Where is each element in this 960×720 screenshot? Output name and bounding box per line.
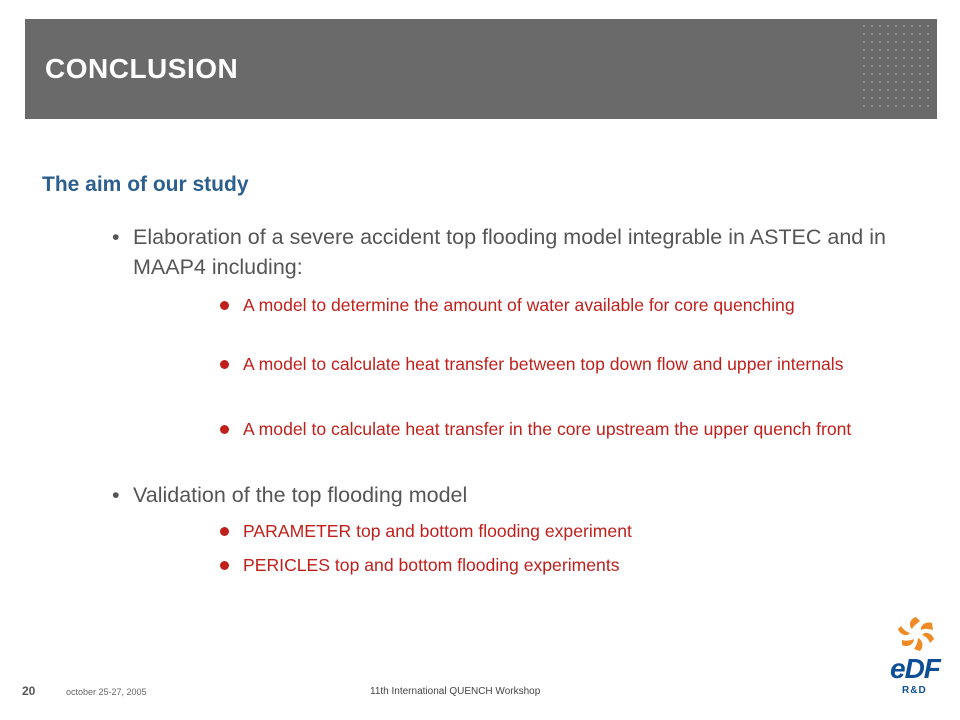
bullet-text: Validation of the top flooding model (133, 483, 468, 507)
sub-bullet-item (218, 351, 940, 377)
sub-bullet-marker (220, 360, 229, 369)
footer-date: october 25-27, 2005 (66, 687, 147, 697)
sub-bullet-item (218, 292, 940, 318)
sub-bullet-item (218, 416, 940, 442)
header-bar (25, 19, 937, 119)
edf-logo (888, 615, 948, 705)
bullet-dot: • (112, 225, 120, 249)
sub-bullet-text: A model to determine the amount of water available for core quenching (243, 295, 795, 315)
page-number: 20 (22, 684, 36, 698)
bullet-item-2 (112, 480, 912, 510)
edf-logo-text: eDF (890, 653, 940, 684)
sub-bullet-marker (220, 301, 229, 310)
slide-title: CONCLUSION (45, 53, 239, 84)
sub-bullet-item (218, 518, 940, 544)
sub-bullet-text: A model to calculate heat transfer in the core upstream the upper quench front (243, 419, 852, 439)
sub-bullet-marker (220, 527, 229, 536)
rd-logo-text: R&D (902, 685, 927, 696)
edf-swirl-icon (888, 615, 948, 655)
sub-bullet-text: PARAMETER top and bottom flooding experiment (243, 521, 632, 541)
sub-bullet-item (218, 552, 940, 578)
dot-grid-decoration (861, 23, 933, 115)
bullet-dot: • (112, 483, 120, 507)
sub-bullet-text: A model to calculate heat transfer between top down flow and upper internals (243, 354, 844, 374)
sub-bullet-text: PERICLES top and bottom flooding experiments (243, 555, 620, 575)
footer-event: 11th International QUENCH Workshop (370, 686, 541, 697)
sub-bullet-marker (220, 425, 229, 434)
section-subtitle: The aim of our study (42, 173, 249, 196)
sub-bullet-marker (220, 561, 229, 570)
bullet-text: Elaboration of a severe accident top flooding model integrable in ASTEC and in MAAP4 including: (133, 225, 886, 279)
bullet-item-1 (112, 222, 912, 282)
